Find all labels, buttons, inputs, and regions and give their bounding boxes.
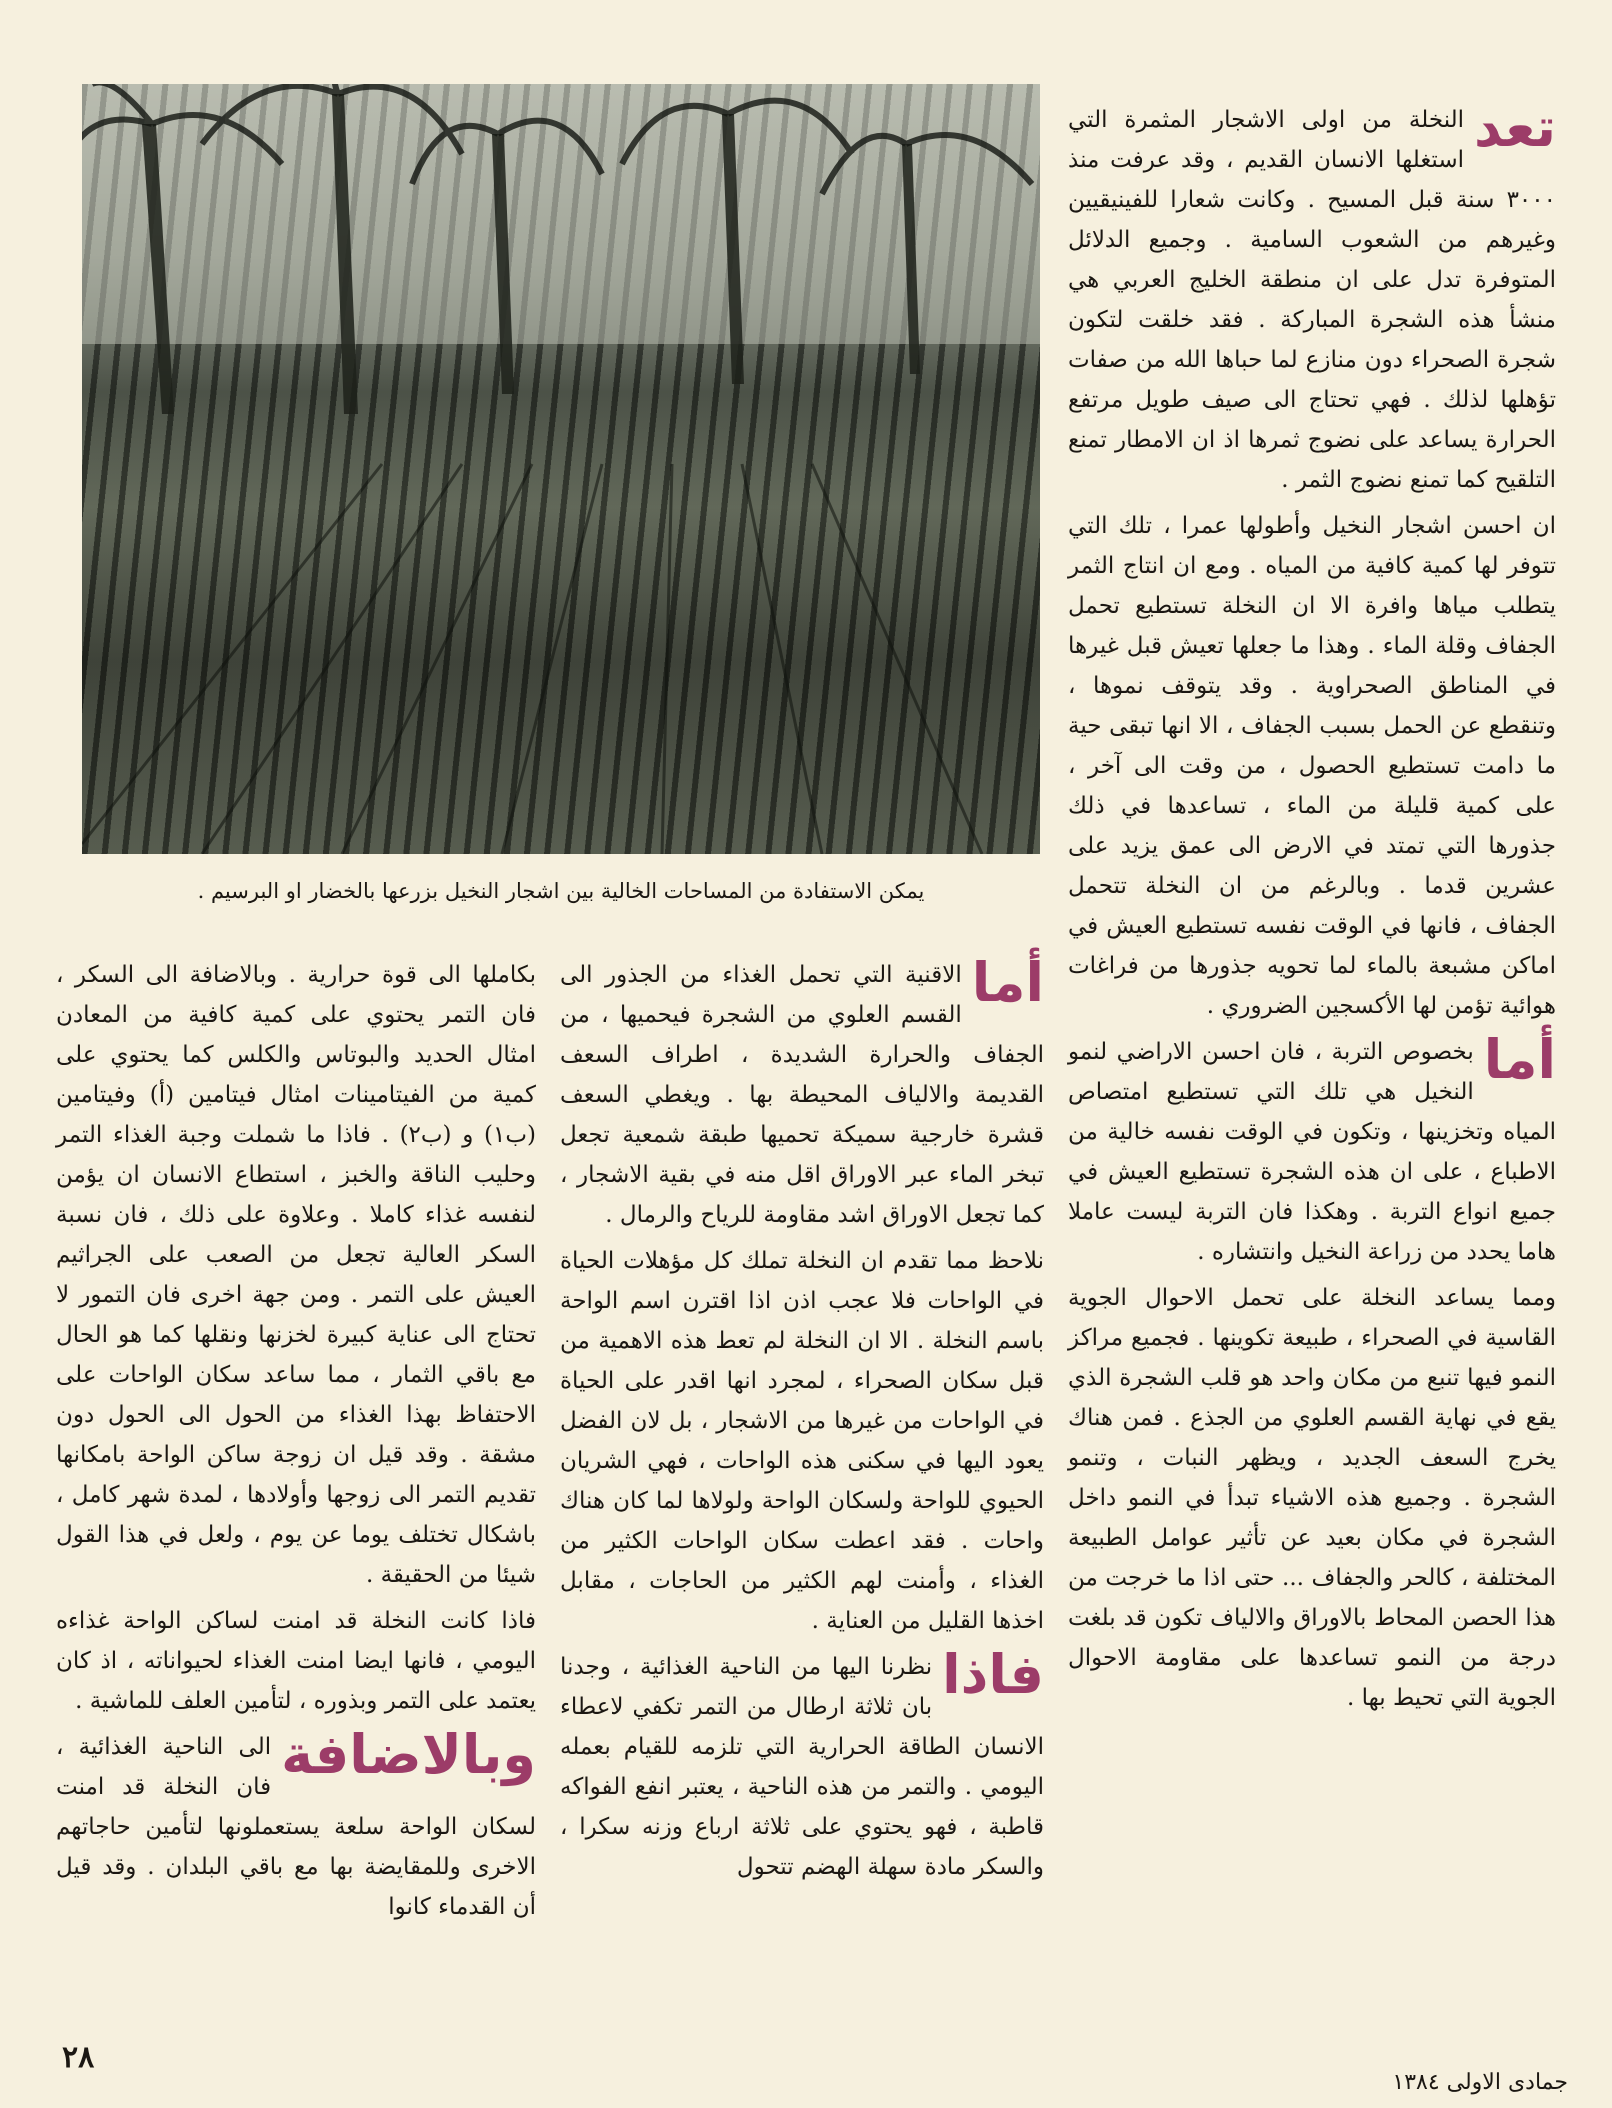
decorative-initial: أما bbox=[1483, 1028, 1556, 1091]
page-number: ٢٨ bbox=[62, 2040, 95, 2075]
paragraph-text: الاقنية التي تحمل الغذاء من الجذور الى القسم العلوي من الشجرة فيحميها ، من الجفاف والحرارة الشديدة ، اطراف السعف القديمة والالياف المحيطة بها . ويغطي السعف قشرة خارجية سميكة تحميها طبقة شمعية تجعل تبخر الماء عبر الاوراق اقل منه في بقية الاشجار ، كما تجعل الاوراق اشد مقاومة للرياح والرمال . bbox=[560, 962, 1044, 1228]
paragraph: ومما يساعد النخلة على تحمل الاحوال الجوية القاسية في الصحراء ، طبيعة تكوينها . فجميع مراكز النمو فيها تنبع من مكان واحد هو قلب الشجرة الذي يقع في نهاية القسم العلوي من الجذع . فمن هناك يخرج السعف الجديد ، ويظهر النبات ، وتنمو الشجرة . وجميع هذه الاشياء تبدأ في النمو داخل الشجرة في مكان بعيد عن تأثير عوامل الطبيعة المختلفة ، كالحر والجفاف ... حتى اذا ما خرجت من هذا الحصن المحاط بالاوراق والالياف تكون قد بلغت درجة من النمو تساعدها على مقاومة الاحوال الجوية التي تحيط بها . bbox=[1068, 1285, 1556, 1711]
issue-date-footer: جمادى الاولى ١٣٨٤ bbox=[1392, 2070, 1568, 2095]
photo-caption: يمكن الاستفادة من المساحات الخالية بين اشجار النخيل بزرعها بالخضار او البرسيم . bbox=[197, 879, 925, 903]
decorative-initial: وبالاضافة bbox=[281, 1723, 536, 1786]
paragraph-text: النخلة من اولى الاشجار المثمرة التي استغلها الانسان القديم ، وقد عرفت منذ ٣٠٠٠ سنة قبل المسيح . وكانت شعارا للفينيقيين وغيرهم من الشعوب السامية . وجميع الدلائل المتوفرة تدل على ان منطقة الخليج العربي هي منشأ هذه الشجرة المباركة . فقد خلقت لتكون شجرة الصحراء دون منازع لما حباها الله من صفات تؤهلها لذلك . فهي تحتاج الى صيف طويل مرتفع الحرارة يساعد على نضوج ثمرها اذ ان الامطار تمنع التلقيح كما تمنع نضوج الثمر . bbox=[1068, 107, 1556, 493]
paragraph: ان احسن اشجار النخيل وأطولها عمرا ، تلك التي تتوفر لها كمية كافية من المياه . ومع ان انتاج الثمر يتطلب مياها وافرة الا ان النخلة تستطيع تحمل الجفاف وقلة الماء . وهذا ما جعلها تعيش قبل غيرها في المناطق الصحراوية . وقد يتوقف نموها ، وتنقطع عن الحمل بسبب الجفاف ، الا انها تبقى حية ما دامت تستطيع الحصول ، من وقت الى آخر ، على كمية قليلة من الماء ، تساعدها في ذلك جذورها التي تمتد في الارض الى عمق يزيد على عشرين قدما . وبالرغم من ان النخلة تتحمل الجفاف ، فانها في الوقت نفسه تستطيع العيش في اماكن مشبعة بالماء لما تحويه جذورها من فراغات هوائية تؤمن لها الأكسجين الضروري . bbox=[1068, 513, 1556, 1019]
article-column-left bbox=[56, 955, 536, 1985]
paragraph bbox=[1068, 1028, 1556, 1272]
paragraph-text: بخصوص التربة ، فان احسن الاراضي لنمو النخيل هي تلك التي تستطيع امتصاص المياه وتخزينها ، وتكون في الوقت نفسه خالية من الاطباع ، على ان هذه الشجرة تستطيع العيش في جميع انواع التربة . وهكذا فان التربة ليست عاملا هاما يحدد من زراعة النخيل وانتشاره . bbox=[1068, 1039, 1556, 1265]
paragraph bbox=[560, 951, 1044, 1235]
paragraph bbox=[560, 1643, 1044, 1887]
paragraph-text: الى الناحية الغذائية ، فان النخلة قد امنت لسكان الواحة سلعة يستعملونها لتأمين حاجاتهم الاخرى وللمقايضة بها مع باقي البلدان . وقد قيل أن القدماء كانوا bbox=[56, 1734, 536, 1920]
article-column-right bbox=[1068, 96, 1556, 1990]
paragraph: نلاحظ مما تقدم ان النخلة تملك كل مؤهلات الحياة في الواحات فلا عجب اذن اذا اقترن اسم الواحة باسم النخلة . الا ان النخلة لم تعط هذه الاهمية من قبل سكان الصحراء ، لمجرد انها اقدر على الحياة في الواحات من غيرها من الاشجار ، بل لان الفضل يعود اليها في سكنى هذه الواحات ، فهي الشريان الحيوي للواحة ولسكان الواحة ولولاها لما كان هناك واحات . فقد اعطت سكان الواحات الكثير من الغذاء ، وأمنت لهم الكثير من الحاجات ، مقابل اخذها القليل من العناية . bbox=[560, 1248, 1044, 1634]
photo-illustration bbox=[82, 84, 1040, 854]
paragraph: بكاملها الى قوة حرارية . وبالاضافة الى السكر ، فان التمر يحتوي على كمية كافية من المعادن امثال الحديد والبوتاس والكلس كما يحتوي على كمية من الفيتامينات امثال فيتامين (أ) وفيتامين (ب١) و (ب٢) . فاذا ما شملت وجبة الغذاء التمر وحليب الناقة والخبز ، استطاع الانسان ان يؤمن لنفسه غذاء كاملا . وعلاوة على ذلك ، فان نسبة السكر العالية تجعل من الصعب على الجراثيم العيش على التمر . ومن جهة اخرى فان التمور لا تحتاج الى عناية كبيرة لخزنها ونقلها كما هو الحال مع باقي الثمار ، مما ساعد سكان الواحات على الاحتفاظ بهذا الغذاء من الحول الى الحول دون مشقة . وقد قيل ان زوجة ساكن الواحة بامكانها تقديم التمر الى زوجها وأولادها ، لمدة شهر كامل ، باشكال تختلف يوما عن يوم ، ولعل في هذا القول شيئا من الحقيقة . bbox=[56, 962, 536, 1588]
paragraph-text: نظرنا اليها من الناحية الغذائية ، وجدنا بان ثلاثة ارطال من التمر تكفي لاعطاء الانسان الطاقة الحرارية التي تلزمه للقيام بعمله اليومي . والتمر من هذه الناحية ، يعتبر انفع الفواكه قاطبة ، فهو يحتوي على ثلاثة ارباع وزنه سكرا ، والسكر مادة سهلة الهضم تتحول bbox=[560, 1654, 1044, 1880]
paragraph bbox=[1068, 96, 1556, 500]
paragraph bbox=[56, 1723, 536, 1927]
article-column-middle bbox=[560, 951, 1044, 1985]
decorative-initial: تعد bbox=[1474, 96, 1556, 159]
paragraph: فاذا كانت النخلة قد امنت لساكن الواحة غذاءه اليومي ، فانها ايضا امنت الغذاء لحيواناته ، اذ كان يعتمد على التمر وبذوره ، لتأمين العلف للماشية . bbox=[56, 1608, 536, 1714]
decorative-initial: فاذا bbox=[942, 1643, 1044, 1706]
decorative-initial: أما bbox=[971, 951, 1044, 1014]
palm-grove-photo bbox=[82, 84, 1040, 854]
